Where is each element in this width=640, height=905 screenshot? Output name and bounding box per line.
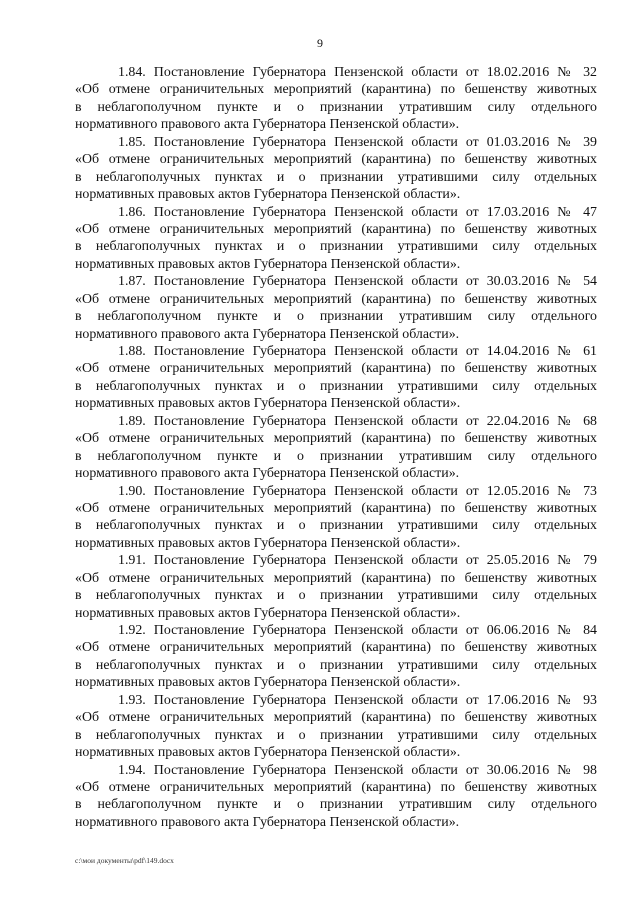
item-line: в неблагополучном пункте и о признании утратившим силу отдельного	[75, 797, 597, 813]
item-line: в неблагополучных пунктах и о признании утратившими силу отдельных	[75, 169, 597, 185]
item-line: нормативных правовых актов Губернатора Пензенской области».	[75, 396, 461, 412]
list-item-1-87	[75, 273, 597, 343]
item-line: 1.91. Постановление Губернатора Пензенской области от 25.05.2016 № 79	[118, 553, 597, 569]
list-item-1-92	[75, 622, 597, 692]
list-item-1-90	[75, 483, 597, 553]
item-line: «Об отмене ограничительных мероприятий (карантина) по бешенству животных	[75, 221, 597, 237]
footer-file-path: c:\мои документы\pdf\149.docx	[75, 856, 174, 865]
item-line: 1.90. Постановление Губернатора Пензенской области от 12.05.2016 № 73	[118, 483, 597, 499]
item-line: нормативных правовых актов Губернатора Пензенской области».	[75, 535, 461, 551]
item-line: в неблагополучном пункте и о признании утратившим силу отдельного	[75, 309, 597, 325]
item-line: в неблагополучных пунктах и о признании утратившими силу отдельных	[75, 239, 597, 255]
item-line: 1.94. Постановление Губернатора Пензенской области от 30.06.2016 № 98	[118, 762, 597, 778]
item-line: нормативного правового акта Губернатора Пензенской области».	[75, 814, 460, 830]
item-line: 1.92. Постановление Губернатора Пензенской области от 06.06.2016 № 84	[118, 623, 597, 638]
item-line: в неблагополучных пунктах и о признании утратившими силу отдельных	[75, 657, 597, 673]
item-line: нормативных правовых актов Губернатора Пензенской области».	[75, 187, 461, 203]
item-line: «Об отмене ограничительных мероприятий (карантина) по бешенству животных	[75, 431, 597, 447]
item-line: «Об отмене ограничительных мероприятий (карантина) по бешенству животных	[75, 779, 597, 795]
list-item-1-86	[75, 204, 597, 274]
list-item-1-94	[75, 762, 597, 832]
item-line: в неблагополучных пунктах и о признании утратившими силу отдельных	[75, 518, 597, 534]
item-line: «Об отмене ограничительных мероприятий (карантина) по бешенству животных	[75, 291, 597, 307]
item-line: «Об отмене ограничительных мероприятий (карантина) по бешенству животных	[75, 570, 597, 586]
item-line: 1.93. Постановление Губернатора Пензенской области от 17.06.2016 № 93	[118, 692, 597, 708]
item-line: в неблагополучном пункте и о признании утратившим силу отдельного	[75, 448, 597, 464]
item-line: нормативных правовых актов Губернатора Пензенской области».	[75, 745, 461, 761]
list-item-1-85	[75, 134, 597, 204]
item-line: нормативного правового акта Губернатора Пензенской области».	[75, 117, 460, 133]
item-line: нормативного правового акта Губернатора Пензенской области».	[75, 326, 460, 342]
item-line: в неблагополучном пункте и о признании утратившим силу отдельного	[75, 99, 597, 115]
list-item-1-91	[75, 552, 597, 622]
item-line: 1.87. Постановление Губернатора Пензенской области от 30.03.2016 № 54	[118, 274, 597, 290]
item-line: нормативных правовых актов Губернатора Пензенской области».	[75, 256, 461, 272]
item-line: «Об отмене ограничительных мероприятий (карантина) по бешенству животных	[75, 710, 597, 726]
item-line: 1.86. Постановление Губернатора Пензенской области от 17.03.2016 № 47	[118, 204, 597, 220]
list-item-1-88	[75, 343, 597, 413]
list-item-1-89	[75, 413, 597, 483]
item-line: в неблагополучных пунктах и о признании утратившими силу отдельных	[75, 378, 597, 394]
list-item-1-93	[75, 692, 597, 762]
item-line: 1.89. Постановление Губернатора Пензенской области от 22.04.2016 № 68	[118, 413, 597, 429]
item-line: «Об отмене ограничительных мероприятий (карантина) по бешенству животных	[75, 152, 597, 168]
item-line: «Об отмене ограничительных мероприятий (карантина) по бешенству животных	[75, 82, 597, 98]
item-line: «Об отмене ограничительных мероприятий (карантина) по бешенству животных	[75, 640, 597, 656]
item-line: 1.85. Постановление Губернатора Пензенской области от 01.03.2016 № 39	[118, 134, 597, 150]
item-line: нормативных правовых актов Губернатора Пензенской области».	[75, 605, 461, 621]
item-line: в неблагополучных пунктах и о признании утратившими силу отдельных	[75, 588, 597, 604]
list-item-1-84	[75, 64, 597, 134]
item-line: в неблагополучных пунктах и о признании утратившими силу отдельных	[75, 727, 597, 743]
page-number: 9	[317, 36, 323, 50]
item-line: 1.84. Постановление Губернатора Пензенской области от 18.02.2016 № 32	[118, 65, 597, 80]
item-line: нормативных правовых актов Губернатора Пензенской области».	[75, 675, 461, 691]
item-line: 1.88. Постановление Губернатора Пензенской области от 14.04.2016 № 61	[118, 344, 597, 359]
item-line: «Об отмене ограничительных мероприятий (карантина) по бешенству животных	[75, 500, 597, 516]
item-line: нормативного правового акта Губернатора Пензенской области».	[75, 466, 460, 482]
document-body	[75, 64, 597, 831]
item-line: «Об отмене ограничительных мероприятий (карантина) по бешенству животных	[75, 361, 597, 377]
